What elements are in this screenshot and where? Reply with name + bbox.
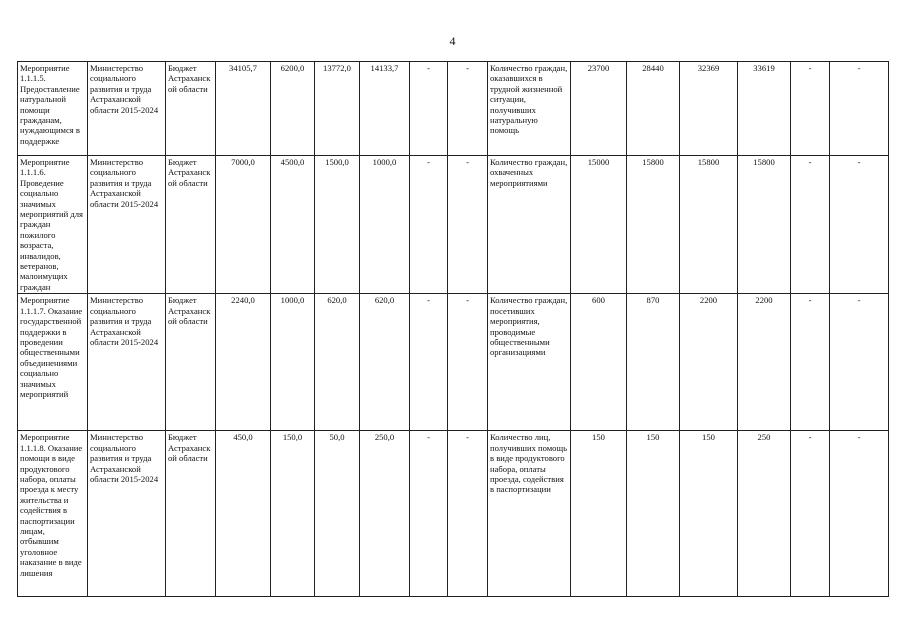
indicator-cell: Количество граждан, охваченных мероприятиями — [488, 156, 571, 294]
year-cell: 1500,0 — [315, 156, 360, 294]
program-measures-table — [17, 61, 889, 597]
indicator-value-cell: 2200 — [680, 294, 738, 431]
year-cell: 14133,7 — [360, 62, 410, 156]
page-number: 4 — [449, 34, 456, 48]
year-cell: 1000,0 — [271, 294, 315, 431]
indicator-value-cell: 150 — [571, 431, 627, 597]
indicator-value-cell: 28440 — [627, 62, 680, 156]
indicator-value-cell: 33619 — [738, 62, 791, 156]
table-row — [18, 156, 889, 294]
indicator-value-cell: - — [791, 431, 830, 597]
executor-cell: Министерство социального развития и труда Астраханской области 2015-2024 — [88, 294, 166, 431]
year-cell: - — [410, 156, 448, 294]
year-cell: 1000,0 — [360, 156, 410, 294]
year-cell: - — [448, 294, 488, 431]
total-cell: 2240,0 — [216, 294, 271, 431]
total-cell: 34105,7 — [216, 62, 271, 156]
indicator-value-cell: - — [830, 62, 889, 156]
indicator-value-cell: 15800 — [680, 156, 738, 294]
indicator-value-cell: 150 — [627, 431, 680, 597]
indicator-value-cell: 2200 — [738, 294, 791, 431]
indicator-value-cell: 15800 — [738, 156, 791, 294]
indicator-value-cell: - — [791, 156, 830, 294]
executor-cell: Министерство социального развития и труда Астраханской области 2015-2024 — [88, 431, 166, 597]
year-cell: 150,0 — [271, 431, 315, 597]
source-cell: Бюджет Астраханской области — [166, 62, 216, 156]
source-cell: Бюджет Астраханской области — [166, 156, 216, 294]
year-cell: - — [448, 431, 488, 597]
indicator-value-cell: - — [791, 62, 830, 156]
total-cell: 7000,0 — [216, 156, 271, 294]
measure-cell: Мероприятие 1.1.1.5. Предоставление натуральной помощи гражданам, нуждающимся в поддержке — [18, 62, 88, 156]
source-cell: Бюджет Астраханской области — [166, 431, 216, 597]
indicator-value-cell: 870 — [627, 294, 680, 431]
year-cell: 620,0 — [315, 294, 360, 431]
year-cell: - — [448, 62, 488, 156]
executor-cell: Министерство социального развития и труда Астраханской области 2015-2024 — [88, 156, 166, 294]
indicator-value-cell: 15000 — [571, 156, 627, 294]
indicator-value-cell: 250 — [738, 431, 791, 597]
indicator-cell: Количество граждан, оказавшихся в трудной жизненной ситуации, получивших натуральную помощь — [488, 62, 571, 156]
year-cell: 620,0 — [360, 294, 410, 431]
year-cell: 13772,0 — [315, 62, 360, 156]
indicator-value-cell: 23700 — [571, 62, 627, 156]
indicator-cell: Количество лиц, получивших помощь в виде продуктового набора, оплаты проезда, содействия в паспортизации — [488, 431, 571, 597]
executor-cell: Министерство социального развития и труда Астраханской области 2015-2024 — [88, 62, 166, 156]
year-cell: - — [448, 156, 488, 294]
measure-cell: Мероприятие 1.1.1.8. Оказание помощи в виде продуктового набора, оплаты проезда к месту жительства и содействия в паспортизации лицам, отбывшим уголовное наказание в виде лишения — [18, 431, 88, 597]
table-row — [18, 294, 889, 431]
source-cell: Бюджет Астраханской области — [166, 294, 216, 431]
measure-cell: Мероприятие 1.1.1.7. Оказание государственной поддержки в проведении общественными объединениями социально значимых мероприятий — [18, 294, 88, 431]
year-cell: 50,0 — [315, 431, 360, 597]
year-cell: 4500,0 — [271, 156, 315, 294]
indicator-value-cell: - — [830, 431, 889, 597]
year-cell: - — [410, 294, 448, 431]
year-cell: - — [410, 62, 448, 156]
indicator-value-cell: 32369 — [680, 62, 738, 156]
indicator-cell: Количество граждан, посетивших мероприятия, проводимые общественными организациями — [488, 294, 571, 431]
indicator-value-cell: - — [830, 156, 889, 294]
total-cell: 450,0 — [216, 431, 271, 597]
indicator-value-cell: 150 — [680, 431, 738, 597]
year-cell: 6200,0 — [271, 62, 315, 156]
indicator-value-cell: - — [830, 294, 889, 431]
year-cell: - — [410, 431, 448, 597]
indicator-value-cell: 600 — [571, 294, 627, 431]
table-row — [18, 62, 889, 156]
measure-cell: Мероприятие 1.1.1.6. Проведение социально значимых мероприятий для граждан пожилого возраста, инвалидов, ветеранов, малоимущих граждан — [18, 156, 88, 294]
indicator-value-cell: 15800 — [627, 156, 680, 294]
indicator-value-cell: - — [791, 294, 830, 431]
table-row — [18, 431, 889, 597]
year-cell: 250,0 — [360, 431, 410, 597]
